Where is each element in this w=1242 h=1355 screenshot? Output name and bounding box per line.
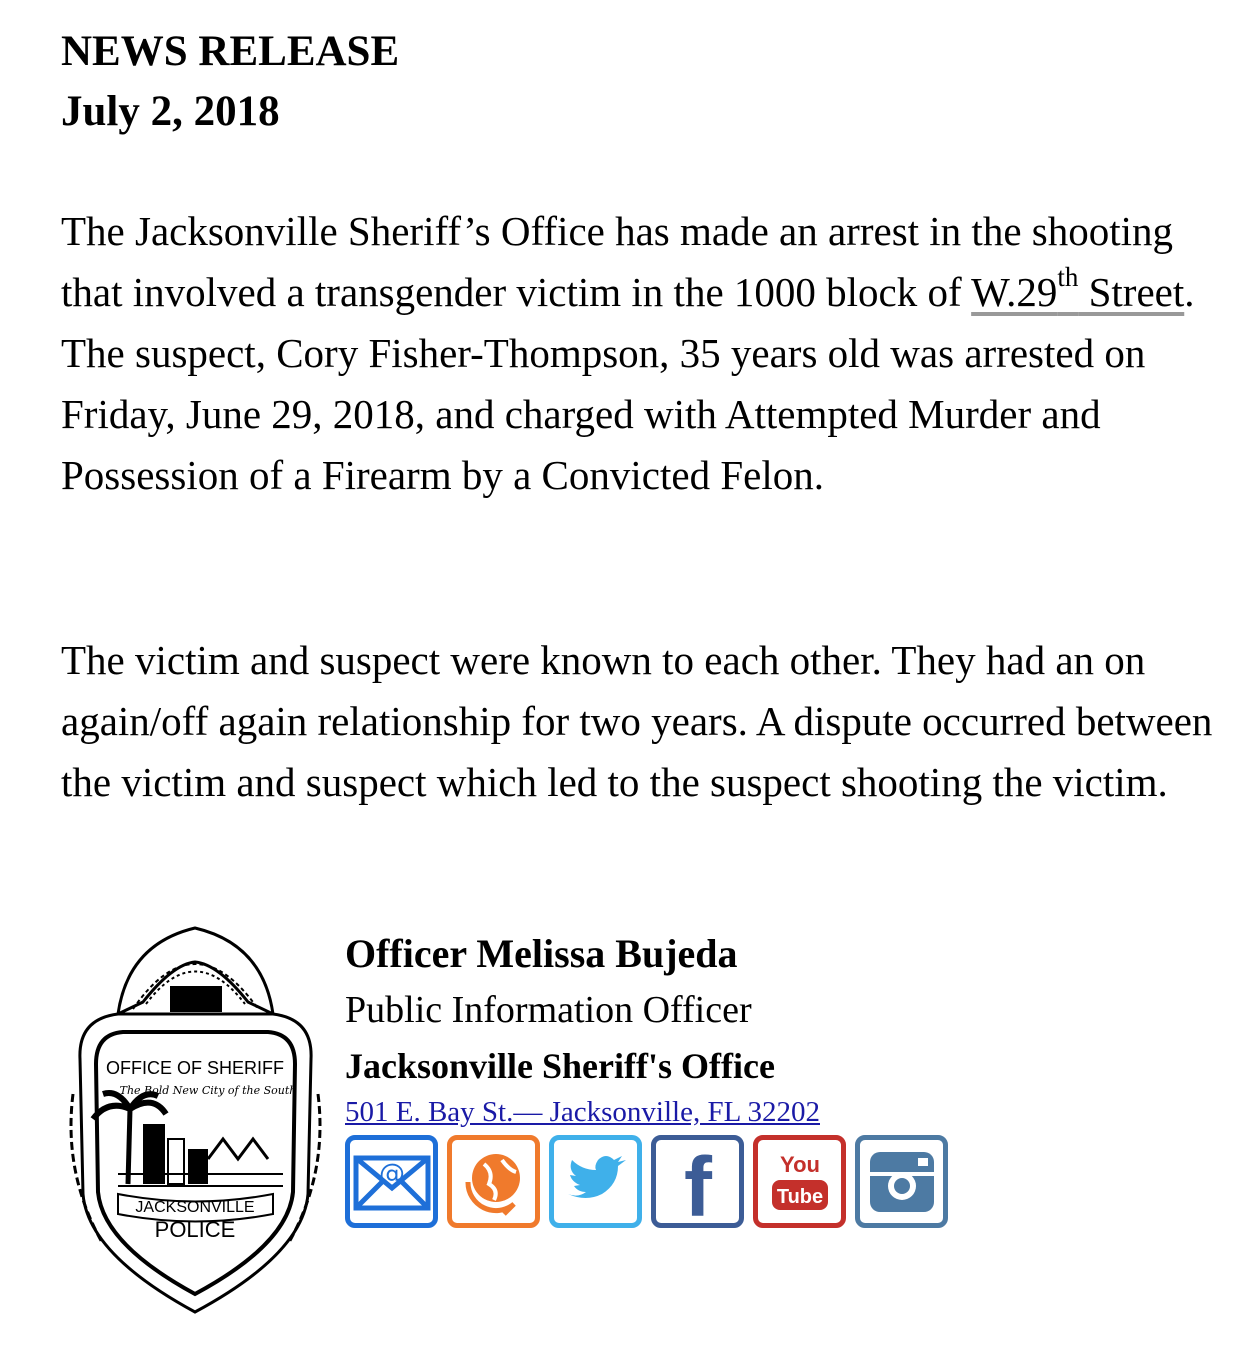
release-date: July 2, 2018 bbox=[61, 88, 280, 135]
address-link[interactable]: 501 E. Bay St.— Jacksonville, FL 32202 bbox=[345, 1096, 820, 1128]
badge-bottom-text-1: JACKSONVILLE bbox=[135, 1199, 255, 1216]
paragraph-arrest-lead: The Jacksonville Sheriff’s Office has made an arrest in the shooting that involved a transgender victim in the 1000 block of bbox=[61, 208, 1174, 315]
officer-title: Public Information Officer bbox=[345, 989, 752, 1031]
street-link[interactable]: W.29th Street bbox=[971, 262, 1185, 315]
svg-text:You: You bbox=[779, 1151, 820, 1177]
paragraph-arrest bbox=[61, 201, 1221, 506]
twitter-icon[interactable] bbox=[549, 1135, 642, 1228]
instagram-icon[interactable] bbox=[855, 1135, 948, 1228]
social-icons bbox=[345, 1135, 948, 1228]
officer-name: Officer Melissa Bujeda bbox=[345, 931, 738, 976]
sheriff-badge-logo bbox=[58, 924, 333, 1316]
paragraph-arrest-tail: . The suspect, Cory Fisher-Thompson, 35 years old was arrested on Friday, June 29, 2018, and charged with Attempted Murder and Possession of a Firearm by a Convicted Felon. bbox=[61, 269, 1195, 498]
badge-bottom-text-2: POLICE bbox=[154, 1217, 236, 1242]
release-label: NEWS RELEASE bbox=[61, 28, 400, 75]
svg-text:f: f bbox=[683, 1141, 712, 1222]
svg-text:Tube: Tube bbox=[776, 1185, 823, 1208]
paragraph-dispute: The victim and suspect were known to each other. They had an on again/off again relationship for two years. A dispute occurred between the victim and suspect which led to the suspect shooting the victim. bbox=[61, 637, 1213, 805]
email-icon[interactable] bbox=[345, 1135, 438, 1228]
youtube-icon[interactable] bbox=[753, 1135, 846, 1228]
signature-block bbox=[345, 926, 820, 1130]
badge-top-text: OFFICE OF SHERIFF bbox=[106, 1058, 284, 1078]
globe-icon[interactable] bbox=[447, 1135, 540, 1228]
badge-motto: The Bold New City of the South bbox=[119, 1084, 297, 1097]
facebook-icon[interactable] bbox=[651, 1135, 744, 1228]
svg-text:@: @ bbox=[378, 1158, 405, 1189]
release-header bbox=[61, 22, 399, 142]
organization-name: Jacksonville Sheriff's Office bbox=[345, 1046, 775, 1086]
